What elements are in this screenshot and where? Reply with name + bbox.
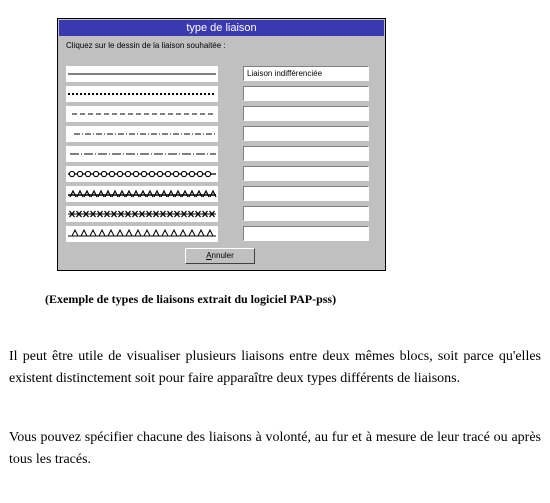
triangle-line-icon	[66, 226, 218, 242]
line-option-circles[interactable]	[66, 166, 218, 182]
cancel-label: nnuler	[211, 251, 234, 260]
dialog-instruction: Cliquez sur le dessin de la liaison souhaitée :	[66, 41, 226, 50]
liaison-name-field-7[interactable]	[243, 186, 369, 201]
liaison-name-field-3[interactable]	[243, 106, 369, 121]
liaison-name-field-5[interactable]	[243, 146, 369, 161]
liaison-name-field-6[interactable]	[243, 166, 369, 181]
line-option-chevrons[interactable]	[66, 186, 218, 202]
line-option-long-dash-dot[interactable]	[66, 146, 218, 162]
liaison-name-field-2[interactable]	[243, 86, 369, 101]
line-option-crosses[interactable]	[66, 206, 218, 222]
liaison-type-dialog	[57, 18, 386, 271]
circle-chain-line-icon	[66, 166, 218, 182]
solid-line-icon	[66, 66, 218, 82]
line-option-triangles[interactable]	[66, 226, 218, 242]
line-option-dash-dot[interactable]	[66, 126, 218, 142]
line-option-dotted[interactable]	[66, 86, 218, 102]
cross-line-icon	[66, 206, 218, 222]
line-option-solid[interactable]	[66, 66, 218, 82]
cancel-accesskey: A	[206, 251, 212, 260]
figure-caption: (Exemple de types de liaisons extrait du logiciel PAP-pss)	[45, 292, 337, 306]
dotted-line-icon	[66, 86, 218, 102]
dash-dot-line-icon	[66, 126, 218, 142]
liaison-name-field-1[interactable]: Liaison indifférenciée	[243, 66, 369, 81]
chevron-line-icon	[66, 186, 218, 202]
dashed-line-icon	[66, 106, 218, 122]
liaison-name-field-9[interactable]	[243, 226, 369, 241]
cancel-button[interactable]	[185, 248, 255, 264]
long-dash-dot-line-icon	[66, 146, 218, 162]
line-option-dashed[interactable]	[66, 106, 218, 122]
paragraph-2: Vous pouvez spécifier chacune des liaisons à volonté, au fur et à mesure de leur tracé ou après tous les tracés.	[9, 430, 541, 467]
liaison-name-field-8[interactable]	[243, 206, 369, 221]
dialog-title: type de liaison	[59, 20, 384, 36]
liaison-name-field-4[interactable]	[243, 126, 369, 141]
paragraph-1: Il peut être utile de visualiser plusieurs liaisons entre deux mêmes blocs, soit parce qu'elles existent distinctement soit pour faire apparaître deux types différents de liaisons.	[9, 349, 541, 386]
